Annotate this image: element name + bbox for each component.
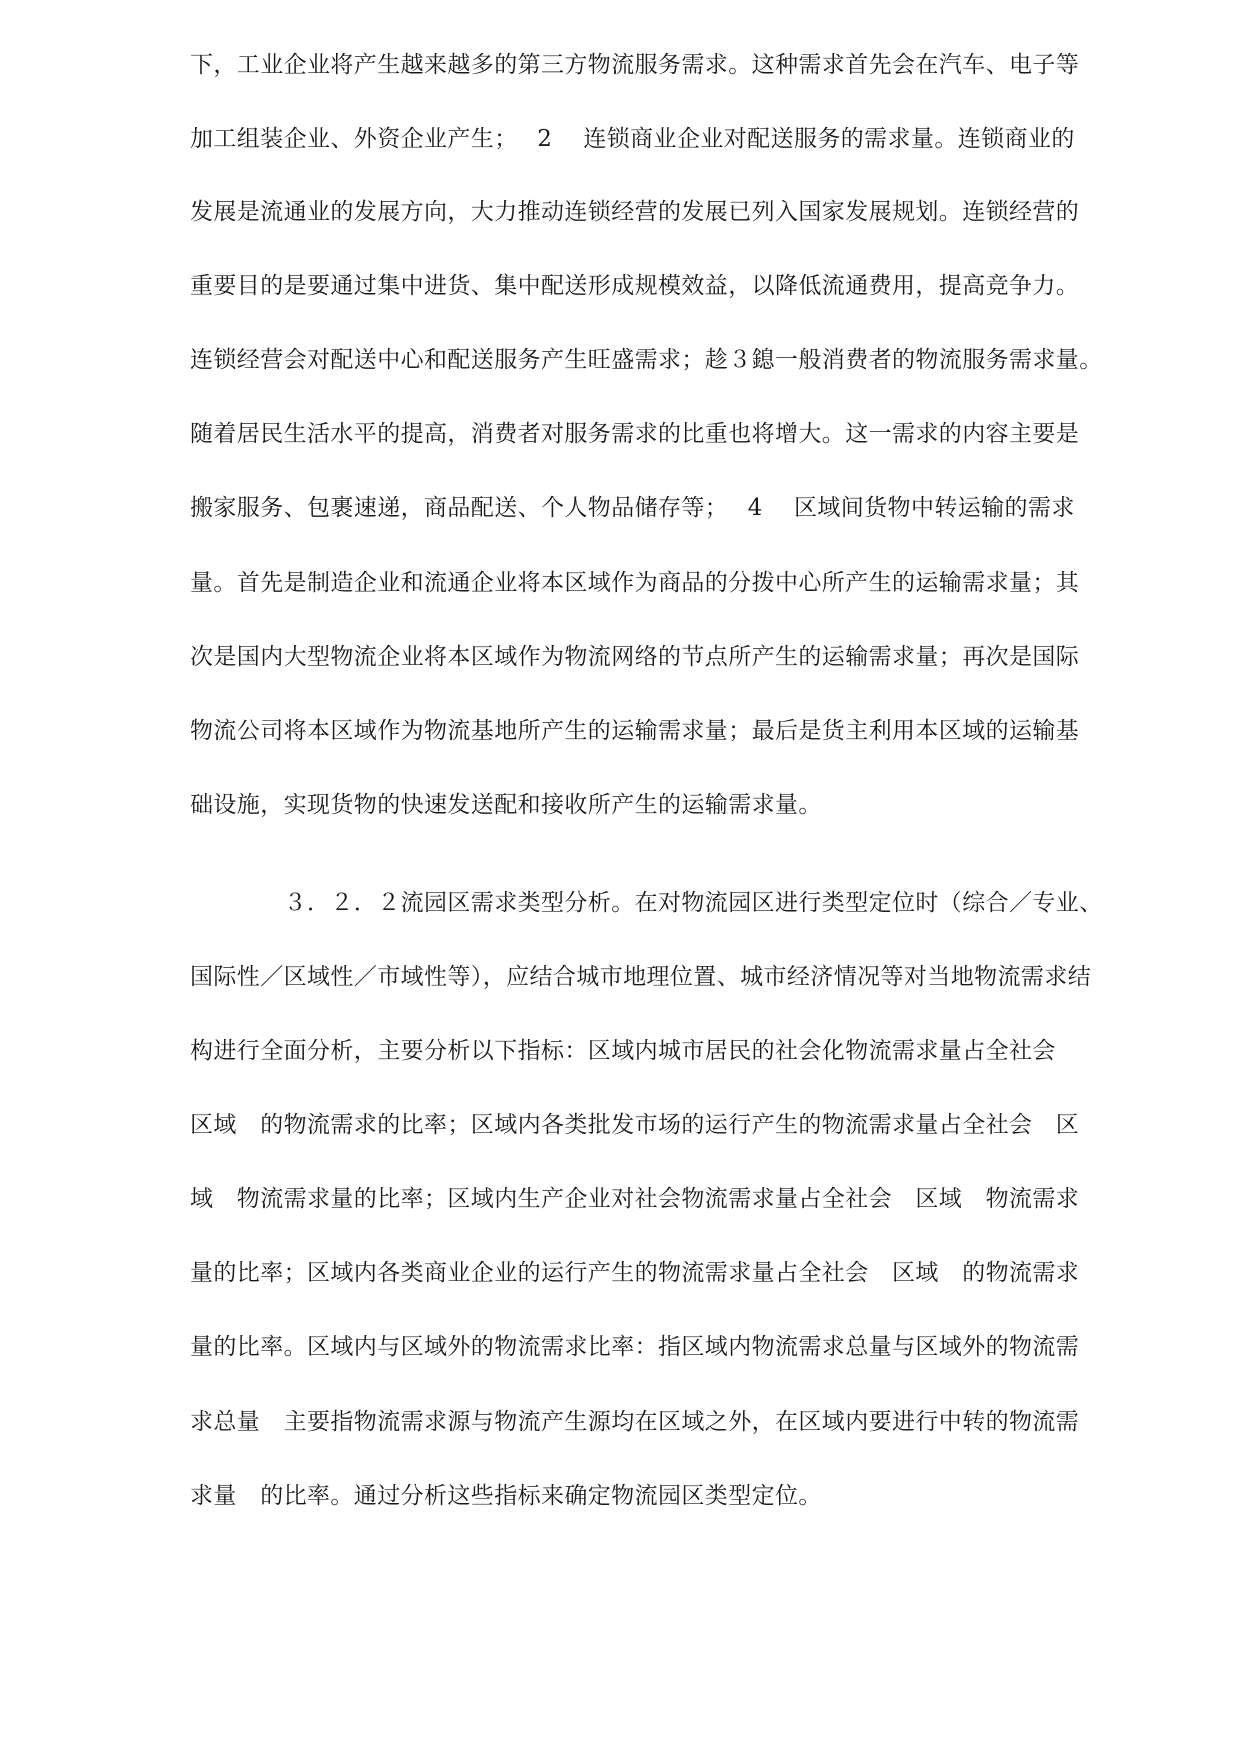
text-line: 础设施，实现货物的快速发送配和接收所产生的运输需求量。 <box>190 792 822 818</box>
text-line: 求量 的比率。通过分析这些指标来确定物流园区类型定位。 <box>190 1483 822 1509</box>
text-line: 量的比率；区域内各类商业企业的运行产生的物流需求量占全社会 区域 的物流需求 <box>190 1260 1080 1286</box>
text-line: 发展是流通业的发展方向，大力推动连锁经营的发展已列入国家发展规划。连锁经营的 <box>190 199 1080 225</box>
text-line: 量的比率。区域内与区域外的物流需求比率：指区域内物流需求总量与区域外的物流需 <box>190 1334 1080 1360</box>
text-line: 物流公司将本区域作为物流基地所产生的运输需求量；最后是货主利用本区域的运输基 <box>190 718 1080 744</box>
section-heading-line: ３．２．２流园区需求类型分析。在对物流园区进行类型定位时（综合／专业、 <box>190 890 1103 916</box>
text-line: 域 物流需求量的比率；区域内生产企业对社会物流需求量占全社会 区域 物流需求 <box>190 1186 1080 1212</box>
text-line: 国际性／区域性／市域性等），应结合城市地理位置、城市经济情况等对当地物流需求结 <box>190 964 1092 990</box>
text-line: 量。首先是制造企业和流通企业将本区域作为商品的分拨中心所产生的运输需求量；其 <box>190 570 1080 596</box>
text-line: 加工组装企业、外资企业产生； 2 连锁商业企业对配送服务的需求量。连锁商业的 <box>190 126 1075 152</box>
text-line: 区域 的物流需求的比率；区域内各类批发市场的运行产生的物流需求量占全社会 区 <box>190 1112 1080 1138</box>
text-line: 求总量 主要指物流需求源与物流产生源均在区域之外，在区域内要进行中转的物流需 <box>190 1409 1080 1435</box>
text-line: 随着居民生活水平的提高，消费者对服务需求的比重也将增大。这一需求的内容主要是 <box>190 421 1080 447</box>
text-line: 次是国内大型物流企业将本区域作为物流网络的节点所产生的运输需求量；再次是国际 <box>190 644 1080 670</box>
text-line: 连锁经营会对配送中心和配送服务产生旺盛需求；趁３鎴一般消费者的物流服务需求量。 <box>190 347 1103 373</box>
text-line: 构进行全面分析，主要分析以下指标：区域内城市居民的社会化物流需求量占全社会 <box>190 1038 1056 1064</box>
text-line: 下，工业企业将产生越来越多的第三方物流服务需求。这种需求首先会在汽车、电子等 <box>190 52 1080 78</box>
text-line: 重要目的是要通过集中进货、集中配送形成规模效益，以降低流通费用，提高竞争力。 <box>190 273 1080 299</box>
text-line: 搬家服务、包裹速递，商品配送、个人物品储存等； 4 区域间货物中转运输的需求 <box>190 495 1075 521</box>
